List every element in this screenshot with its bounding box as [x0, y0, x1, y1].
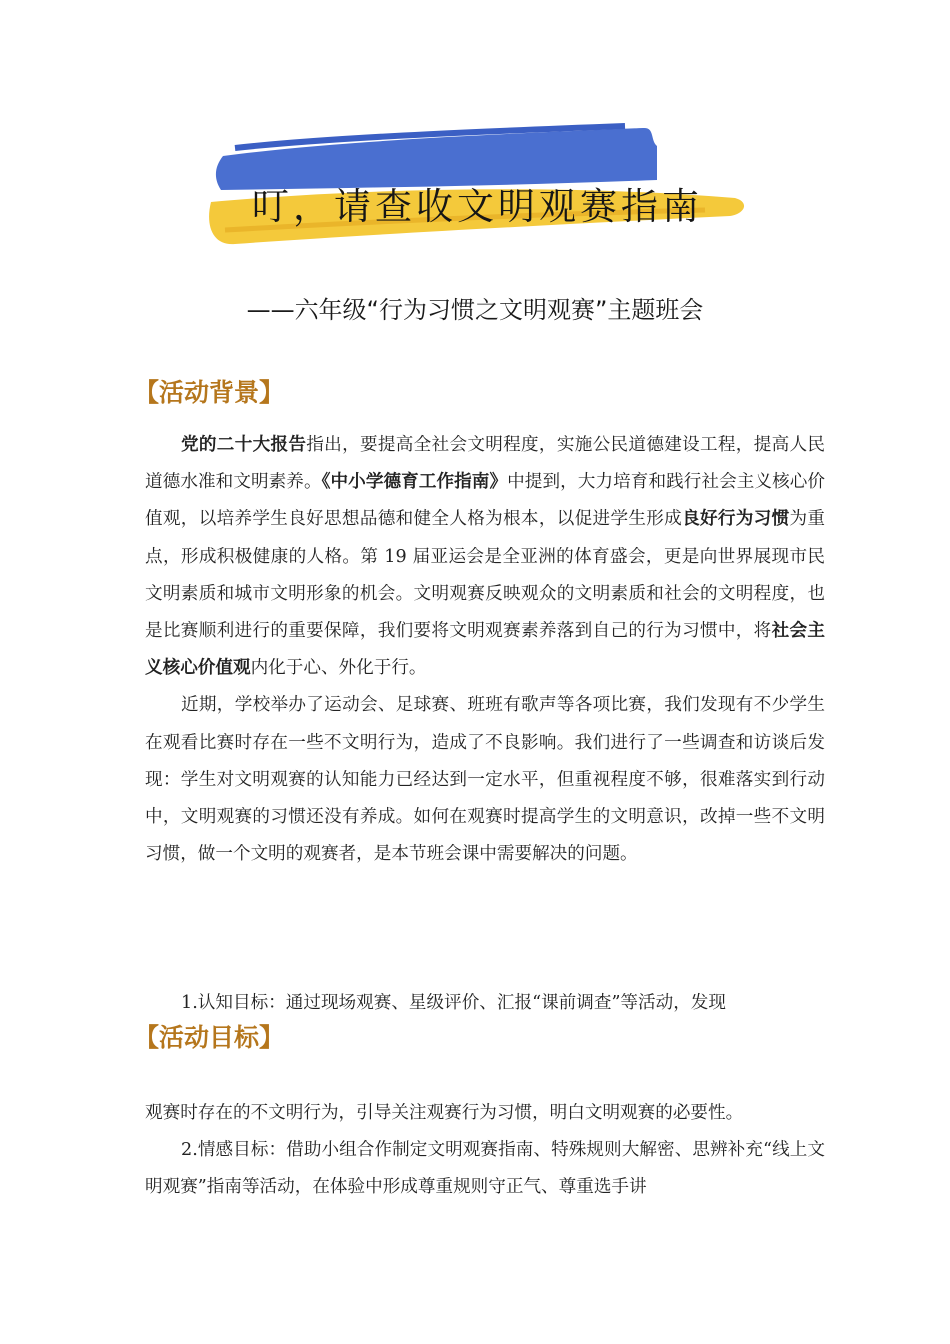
background-paragraph-1: 党的二十大报告指出，要提高全社会文明程度，实施公民道德建设工程，提高人民道德水准和文明素养。《中小学德育工作指南》中提到，大力培育和践行社会主义核心价值观，以培养学生良好思想品德和健全人格为根本，以促进学生形成良好行为习惯为重点，形成积极健康的人格。第 19 届亚运会是全亚洲的体育盛会，更是向世界展现市民文明素质和城市文明形象的机会。文明观赛反映观众的文明素质和社会的文明程度，也是比赛顺利进行的重要保障，我们要将文明观赛素养落到自己的行为习惯中，将社会主义核心价值观内化于心、外化于行。 — [145, 435, 825, 679]
banner-title: 叮，请查收文明观赛指南 — [252, 185, 703, 228]
bold-phrase: 《中小学德育工作指南》 — [321, 472, 508, 493]
goals-text — [145, 1095, 825, 1207]
title-banner — [205, 118, 750, 253]
bold-phrase: 良好行为习惯 — [682, 509, 790, 530]
section-heading-background: 【活动背景】 — [134, 378, 285, 407]
goal-line-1: 1.认知目标：通过现场观赛、星级评价、汇报“课前调查”等活动，发现 — [181, 993, 726, 1013]
bold-phrase: 社会主义核心价值观 — [145, 621, 825, 679]
background-text — [145, 427, 825, 873]
section-heading-goals: 【活动目标】 — [134, 1023, 285, 1052]
goal-paragraph-2: 2.情感目标：借助小组合作制定文明观赛指南、特殊规则大解密、思辨补充“线上文明观赛”指南等活动，在体验中形成尊重规则守正气、尊重选手讲 — [145, 1140, 825, 1198]
bold-phrase: 党的二十大报告 — [181, 435, 307, 455]
background-paragraph-2: 近期，学校举办了运动会、足球赛、班班有歌声等各项比赛，我们发现有不少学生在观看比赛时存在一些不文明行为，造成了不良影响。我们进行了一些调查和访谈后发现：学生对文明观赛的认知能力已经达到一定水平，但重视程度不够，很难落实到行动中，文明观赛的习惯还没有养成。如何在观赛时提高学生的文明意识，改掉一些不文明习惯，做一个文明的观赛者，是本节班会课中需要解决的问题。 — [145, 695, 825, 865]
subtitle: ——六年级“行为习惯之文明观赛”主题班会 — [246, 296, 704, 324]
goal-line-2: 观赛时存在的不文明行为，引导关注观赛行为习惯，明白文明观赛的必要性。 — [145, 1103, 744, 1123]
